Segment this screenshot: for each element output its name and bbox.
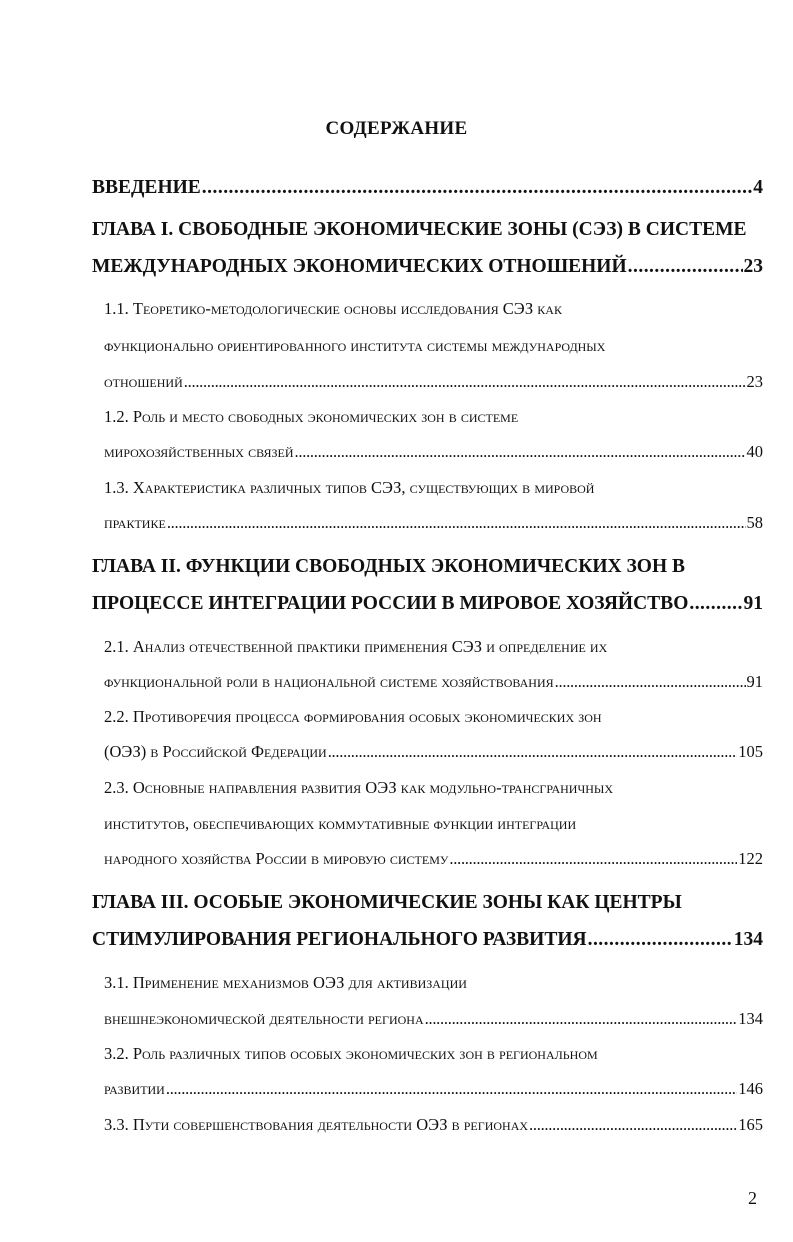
toc-section-1-3-title[interactable]: 1.3. Характеристика различных типов СЭЗ, существующих в мировой <box>104 478 595 497</box>
toc-page-number: 4 <box>753 177 763 198</box>
dot-leader <box>628 257 743 277</box>
toc-section-3-2-title[interactable]: 3.2. Роль различных типов особых экономических зон в региональном <box>104 1044 598 1063</box>
toc-page-number: 165 <box>738 1115 763 1134</box>
toc-section-1-1-title[interactable]: 1.1. Теоретико-методологические основы исследования СЭЗ как <box>104 299 562 318</box>
toc-page-number: 146 <box>738 1079 763 1098</box>
toc-entry-title: отношений <box>104 372 183 391</box>
toc-entry-section-1-3[interactable] <box>104 515 763 532</box>
toc-section-2-3-title[interactable]: 2.3. Основные направления развития ОЭЗ как модульно-трансграничных <box>104 778 614 797</box>
toc-entry-title: (ОЭЗ) в Российской Федерации <box>104 742 327 761</box>
dot-leader <box>588 930 733 950</box>
dot-leader <box>328 744 738 761</box>
toc-section-1-2-title[interactable]: 1.2. Роль и место свободных экономических зон в системе <box>104 407 519 426</box>
page-title: СОДЕРЖАНИЕ <box>325 118 468 139</box>
toc-entry-section-2-3[interactable] <box>104 851 763 868</box>
dot-leader <box>202 178 752 198</box>
dot-leader <box>167 515 746 532</box>
toc-entry-introduction[interactable] <box>92 178 763 198</box>
dot-leader <box>166 1081 737 1098</box>
toc-section-2-3-title-cont[interactable]: институтов, обеспечивающих коммутативные функции интеграции <box>104 814 577 833</box>
toc-chapter-1-title[interactable]: ГЛАВА I. СВОБОДНЫЕ ЭКОНОМИЧЕСКИЕ ЗОНЫ (СЭЗ) В СИСТЕМЕ <box>92 219 747 240</box>
toc-page-number: 40 <box>746 442 763 461</box>
dot-leader <box>449 851 737 868</box>
toc-entry-title: мирохозяйственных связей <box>104 442 294 461</box>
toc-section-1-1-title-cont[interactable]: функционально ориентированного института системы международных <box>104 336 606 355</box>
toc-entry-section-1-2[interactable] <box>104 444 763 461</box>
toc-entry-title: СТИМУЛИРОВАНИЯ РЕГИОНАЛЬНОГО РАЗВИТИЯ <box>92 929 587 950</box>
toc-page-number: 134 <box>738 1009 763 1028</box>
toc-page-number: 91 <box>746 672 763 691</box>
page-number: 2 <box>748 1188 757 1208</box>
toc-entry-section-3-2[interactable] <box>104 1081 763 1098</box>
toc-section-2-1-title[interactable]: 2.1. Анализ отечественной практики применения СЭЗ и определение их <box>104 637 608 656</box>
toc-entry-section-2-1[interactable] <box>104 674 763 691</box>
toc-entry-title: функциональной роли в национальной системе хозяйствования <box>104 672 554 691</box>
dot-leader <box>555 674 746 691</box>
toc-page-number: 91 <box>743 593 763 614</box>
dot-leader <box>529 1117 737 1134</box>
toc-entry-title: внешнеэкономической деятельности региона <box>104 1009 424 1028</box>
toc-entry-title: ВВЕДЕНИЕ <box>92 177 201 198</box>
toc-page-number: 105 <box>738 742 763 761</box>
toc-entry-section-3-3[interactable] <box>104 1117 763 1134</box>
toc-page-number: 23 <box>743 256 763 277</box>
toc-entry-title: практике <box>104 513 166 532</box>
dot-leader <box>425 1011 738 1028</box>
toc-section-3-1-title[interactable]: 3.1. Применение механизмов ОЭЗ для активизации <box>104 973 467 992</box>
toc-page-number: 58 <box>746 513 763 532</box>
dot-leader <box>689 594 742 614</box>
toc-entry-title: ПРОЦЕССЕ ИНТЕГРАЦИИ РОССИИ В МИРОВОЕ ХОЗЯЙСТВО <box>92 593 689 614</box>
toc-entry-section-1-1[interactable] <box>104 374 763 391</box>
toc-chapter-2-title[interactable]: ГЛАВА II. ФУНКЦИИ СВОБОДНЫХ ЭКОНОМИЧЕСКИХ ЗОН В <box>92 556 686 577</box>
toc-entry-title: 3.3. Пути совершенствования деятельности ОЭЗ в регионах <box>104 1115 529 1134</box>
toc-entry-chapter-1[interactable] <box>92 257 763 277</box>
dot-leader <box>184 374 746 391</box>
toc-page-number: 23 <box>746 372 763 391</box>
toc-chapter-3-title[interactable]: ГЛАВА III. ОСОБЫЕ ЭКОНОМИЧЕСКИЕ ЗОНЫ КАК ЦЕНТРЫ <box>92 892 682 913</box>
toc-entry-title: МЕЖДУНАРОДНЫХ ЭКОНОМИЧЕСКИХ ОТНОШЕНИЙ <box>92 256 627 277</box>
toc-entry-chapter-2[interactable] <box>92 594 763 614</box>
toc-entry-title: развитии <box>104 1079 165 1098</box>
dot-leader <box>295 444 746 461</box>
toc-entry-chapter-3[interactable] <box>92 930 763 950</box>
toc-entry-section-3-1[interactable] <box>104 1011 763 1028</box>
toc-page-number: 122 <box>738 849 763 868</box>
toc-section-2-2-title[interactable]: 2.2. Противоречия процесса формирования особых экономических зон <box>104 707 602 726</box>
toc-page-number: 134 <box>733 929 763 950</box>
toc-entry-section-2-2[interactable] <box>104 744 763 761</box>
toc-entry-title: народного хозяйства России в мировую систему <box>104 849 449 868</box>
